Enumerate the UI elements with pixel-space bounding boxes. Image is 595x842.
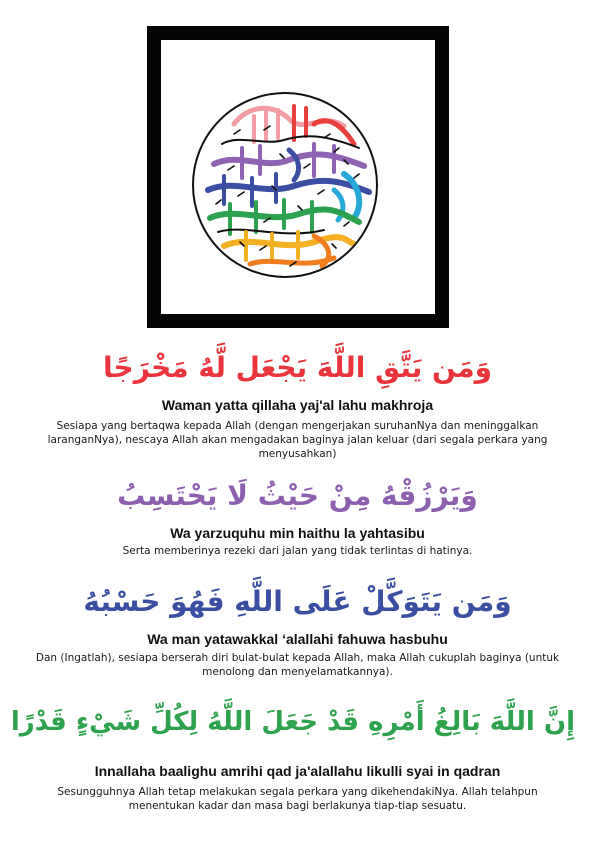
verse-1-arabic-text: وَمَن يَتَّقِ اللَّهَ يَجْعَل لَّهُ مَخْرَجًا xyxy=(103,351,492,384)
verse-4-transliteration: Innallaha baalighu amrihi qad ja'alallahu likulli syai in qadran xyxy=(94,763,501,779)
verse-2-meaning: Serta memberinya rezeki dari jalan yang tidak terlintas di hatinya. xyxy=(122,545,473,557)
verse-4-arabic xyxy=(10,700,575,744)
verse-3-arabic-text: وَمَن يَتَوَكَّلْ عَلَى اللَّهِ فَهُوَ حَسْبُهُ xyxy=(83,585,512,618)
verse-1 xyxy=(20,346,575,461)
arabic-calligraphy-medallion-icon xyxy=(192,92,378,278)
verse-3-meaning: Dan (Ingatlah), sesiapa berserah diri bulat-bulat kepada Allah, maka Allah cukuplah baginya (untuk menolong dan menyelamatkannya). xyxy=(35,652,560,678)
calligraphy-frame xyxy=(147,26,449,328)
verse-4 xyxy=(10,700,575,813)
verse-4-meaning: Sesungguhnya Allah tetap melakukan segala perkara yang dikehendakiNya. Allah telahpun menentukan kadar dan masa bagi berlakunya tiap-tiap sesuatu. xyxy=(57,786,538,812)
verse-3-transliteration: Wa man yatawakkal ‘alallahi fahuwa hasbuhu xyxy=(147,631,448,647)
verse-2-arabic-text: وَيَرْزُقْهُ مِنْ حَيْثُ لَا يَحْتَسِبُ xyxy=(117,479,478,512)
verse-1-meaning: Sesiapa yang bertaqwa kepada Allah (dengan mengerjakan suruhanNya dan meninggalkan laranganNya), nescaya Allah akan mengadakan baginya jalan keluar (dari segala perkara yang menyusahkan) xyxy=(47,420,548,460)
verse-2-transliteration: Wa yarzuquhu min haithu la yahtasibu xyxy=(170,525,425,541)
verse-1-arabic xyxy=(20,346,575,390)
verse-4-arabic-text: إِنَّ اللَّهَ بَالِغُ أَمْرِهِ قَدْ جَعَلَ اللَّهُ لِكُلِّ شَيْءٍ قَدْرًا xyxy=(10,707,575,737)
verse-3 xyxy=(20,580,575,679)
verse-3-arabic xyxy=(20,580,575,624)
verse-2 xyxy=(20,474,575,558)
verse-2-arabic xyxy=(20,474,575,518)
verse-1-transliteration: Waman yatta qillaha yaj'al lahu makhroja xyxy=(161,397,434,413)
